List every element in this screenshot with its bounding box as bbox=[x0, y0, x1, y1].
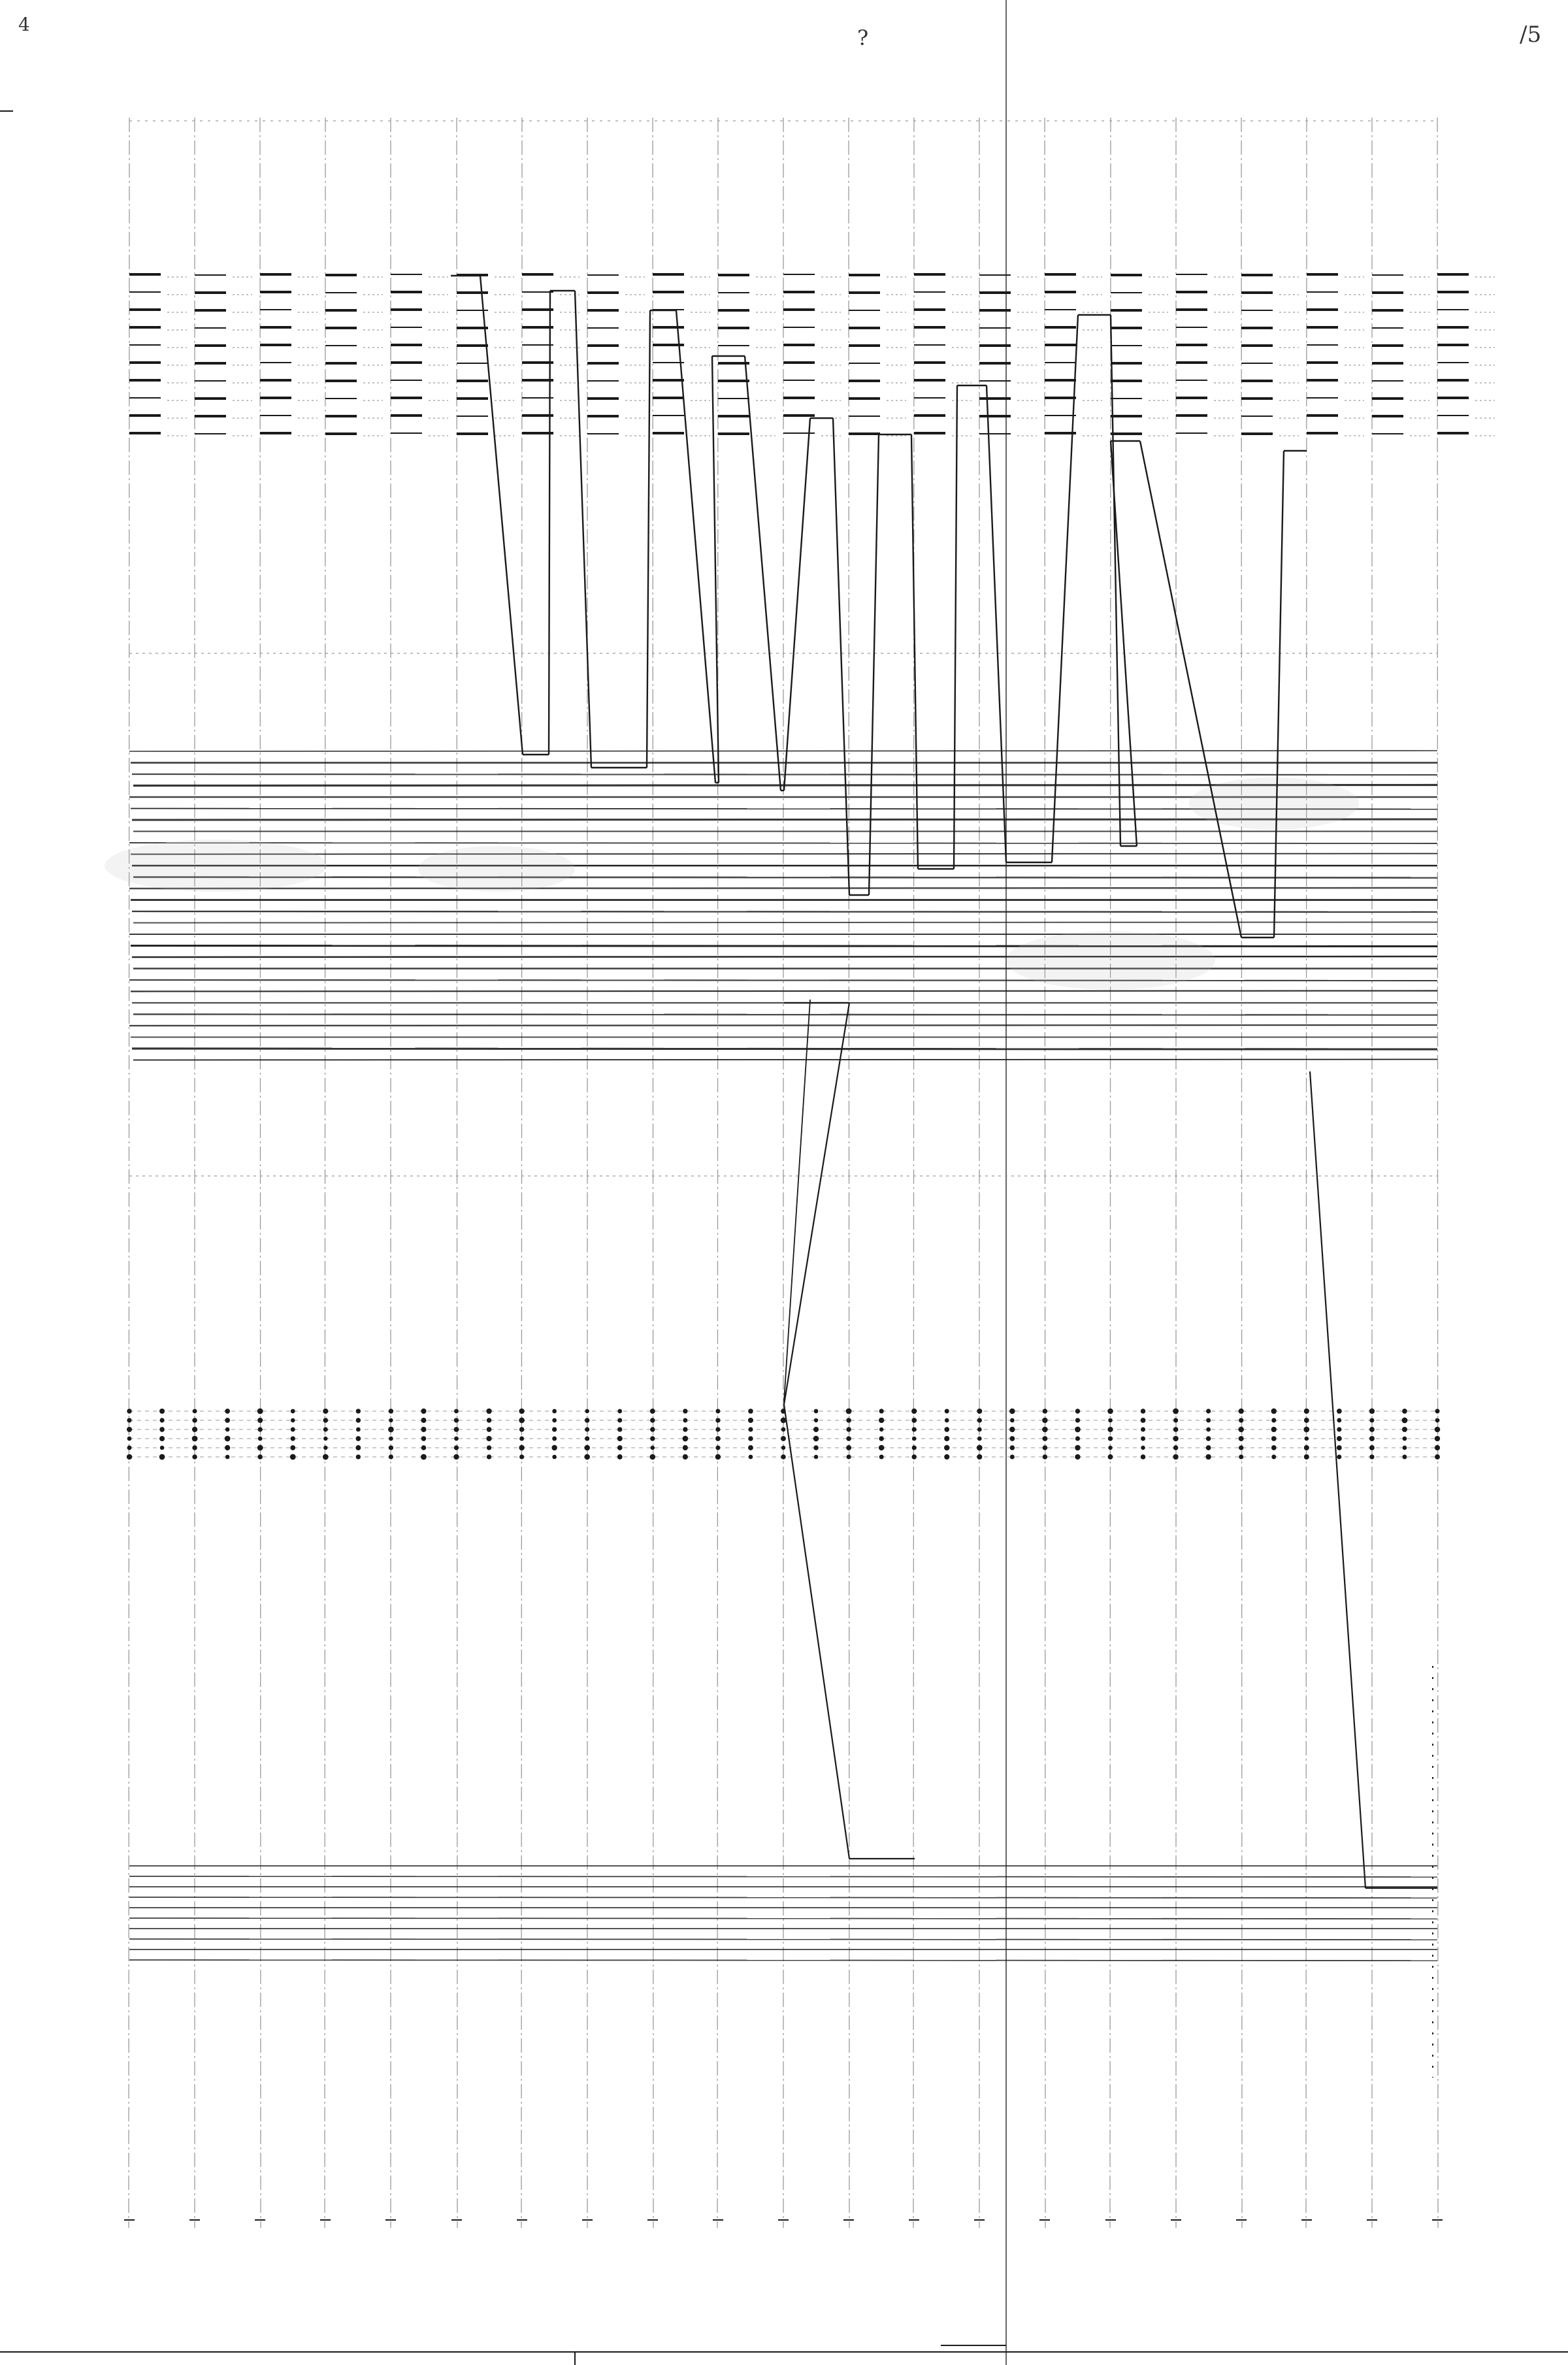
dot-mark bbox=[192, 1454, 197, 1459]
band-line bbox=[131, 854, 1437, 855]
dot-mark bbox=[912, 1427, 917, 1431]
dot-mark bbox=[1271, 1409, 1277, 1414]
dot-mark bbox=[1205, 1454, 1211, 1460]
dot-mark bbox=[323, 1427, 328, 1431]
dot-mark bbox=[715, 1445, 720, 1450]
dot-mark bbox=[617, 1445, 623, 1450]
dot-mark bbox=[159, 1436, 165, 1441]
dot-mark bbox=[649, 1454, 655, 1460]
dot-mark bbox=[1141, 1446, 1145, 1450]
path-segment bbox=[833, 418, 849, 895]
dot-mark bbox=[814, 1418, 818, 1422]
dot-mark bbox=[421, 1427, 426, 1432]
dot-mark bbox=[1108, 1446, 1112, 1450]
corner-mark-right: /5 bbox=[1520, 22, 1542, 48]
dot-mark bbox=[584, 1445, 590, 1451]
path-segment-lower bbox=[1310, 1071, 1365, 1888]
dot-mark bbox=[748, 1409, 753, 1414]
dot-mark bbox=[683, 1418, 687, 1423]
dot-mark bbox=[1042, 1436, 1047, 1441]
dot-mark bbox=[356, 1418, 361, 1422]
dot-mark bbox=[1042, 1418, 1047, 1423]
dot-mark bbox=[1206, 1427, 1211, 1432]
dot-mark bbox=[1173, 1418, 1178, 1422]
dot-mark bbox=[257, 1445, 263, 1451]
dot-mark bbox=[1403, 1437, 1407, 1441]
dot-mark bbox=[552, 1437, 557, 1441]
dot-mark bbox=[487, 1427, 492, 1432]
dot-mark bbox=[650, 1418, 655, 1422]
dot-mark bbox=[651, 1446, 655, 1450]
smudge bbox=[1006, 931, 1215, 990]
dot-mark bbox=[421, 1445, 427, 1450]
dot-mark bbox=[356, 1427, 361, 1432]
dot-mark bbox=[683, 1427, 687, 1431]
dot-mark bbox=[1271, 1427, 1277, 1432]
dot-mark bbox=[551, 1445, 557, 1450]
dot-mark bbox=[879, 1436, 884, 1441]
dot-mark bbox=[1435, 1454, 1440, 1460]
dot-mark bbox=[944, 1427, 949, 1432]
dot-mark bbox=[715, 1436, 721, 1441]
dot-mark bbox=[1173, 1409, 1179, 1414]
dot-mark bbox=[291, 1436, 295, 1441]
dot-mark bbox=[1075, 1427, 1081, 1433]
dot-mark bbox=[1108, 1436, 1113, 1441]
path-segment bbox=[745, 356, 781, 791]
dot-mark bbox=[454, 1445, 459, 1450]
dot-mark bbox=[1173, 1454, 1178, 1460]
dot-mark bbox=[1239, 1445, 1243, 1450]
dot-mark bbox=[650, 1409, 655, 1414]
dot-mark bbox=[977, 1454, 982, 1460]
dot-mark bbox=[1141, 1418, 1146, 1423]
dot-mark bbox=[1271, 1445, 1277, 1450]
dot-mark bbox=[879, 1454, 884, 1459]
staff-line bbox=[129, 1876, 1437, 1877]
connecting-path bbox=[451, 276, 1437, 1888]
dot-mark bbox=[1369, 1418, 1374, 1422]
dot-mark bbox=[1435, 1427, 1441, 1433]
dot-mark bbox=[715, 1409, 720, 1414]
dot-mark bbox=[1141, 1427, 1145, 1432]
band-line bbox=[131, 991, 1437, 992]
dot-mark bbox=[846, 1409, 852, 1414]
dot-mark bbox=[453, 1454, 459, 1460]
dot-mark bbox=[748, 1436, 753, 1441]
dot-mark bbox=[421, 1409, 426, 1414]
dot-mark bbox=[1043, 1445, 1048, 1450]
dot-mark bbox=[257, 1409, 263, 1414]
dot-mark bbox=[1075, 1418, 1080, 1422]
dot-mark bbox=[127, 1418, 131, 1422]
dot-mark bbox=[159, 1454, 165, 1460]
dot-mark bbox=[291, 1418, 295, 1423]
dot-mark bbox=[486, 1436, 491, 1441]
dot-mark bbox=[127, 1437, 132, 1441]
dot-mark bbox=[225, 1418, 230, 1423]
dot-mark bbox=[487, 1454, 491, 1459]
page-frame-lines bbox=[0, 111, 1568, 2365]
dot-mark bbox=[1075, 1409, 1080, 1413]
dot-mark bbox=[1009, 1427, 1015, 1432]
dot-mark bbox=[911, 1418, 917, 1423]
dot-mark bbox=[355, 1436, 361, 1441]
dot-mark bbox=[1239, 1418, 1243, 1422]
dot-mark bbox=[911, 1409, 917, 1414]
dot-mark bbox=[1141, 1409, 1146, 1414]
dot-mark bbox=[977, 1409, 982, 1414]
band-line bbox=[129, 980, 1437, 981]
dot-mark bbox=[1108, 1454, 1113, 1460]
dot-mark bbox=[454, 1418, 459, 1422]
dot-mark bbox=[290, 1454, 296, 1460]
dot-mark bbox=[585, 1418, 589, 1422]
dot-mark bbox=[748, 1445, 753, 1450]
dot-mark bbox=[1337, 1409, 1342, 1414]
band-line bbox=[129, 1025, 1437, 1026]
band-line bbox=[129, 888, 1437, 889]
path-segment bbox=[987, 385, 1006, 862]
dot-mark bbox=[617, 1436, 623, 1441]
dot-mark bbox=[1337, 1436, 1342, 1441]
dot-mark bbox=[323, 1454, 329, 1460]
dot-mark bbox=[879, 1445, 885, 1451]
dot-mark bbox=[847, 1454, 851, 1459]
dot-mark bbox=[552, 1427, 557, 1431]
staff-line bbox=[129, 1897, 1437, 1898]
dot-mark bbox=[1075, 1454, 1080, 1460]
dot-mark bbox=[487, 1418, 491, 1422]
dot-mark bbox=[389, 1418, 393, 1422]
dot-mark bbox=[977, 1445, 983, 1451]
dot-mark bbox=[1206, 1436, 1211, 1441]
dot-mark bbox=[945, 1409, 949, 1413]
dot-mark bbox=[912, 1445, 917, 1450]
dot-mark bbox=[650, 1427, 655, 1431]
dot-mark bbox=[911, 1454, 916, 1459]
staff-line bbox=[129, 1960, 1437, 1961]
path-segment-lower bbox=[784, 1405, 849, 1859]
path-segment bbox=[549, 291, 550, 755]
corner-mark-left: 4 bbox=[18, 14, 30, 35]
dot-mark bbox=[683, 1445, 688, 1450]
dot-mark bbox=[193, 1409, 197, 1414]
dot-mark bbox=[749, 1455, 753, 1460]
dot-mark bbox=[225, 1409, 230, 1414]
vertical-guide bbox=[1306, 118, 1307, 2228]
dot-mark bbox=[1009, 1409, 1015, 1414]
dot-mark bbox=[1435, 1436, 1440, 1441]
dot-mark bbox=[781, 1427, 786, 1432]
path-segment bbox=[676, 310, 715, 783]
dot-mark bbox=[192, 1445, 197, 1450]
dot-mark bbox=[846, 1445, 851, 1450]
dot-mark bbox=[486, 1409, 491, 1414]
dot-mark bbox=[617, 1427, 622, 1431]
dot-mark bbox=[389, 1454, 393, 1459]
dot-mark bbox=[1402, 1418, 1408, 1424]
dot-mark bbox=[944, 1436, 949, 1441]
dot-mark bbox=[192, 1427, 197, 1432]
dot-mark bbox=[781, 1454, 786, 1460]
dot-mark bbox=[519, 1427, 525, 1432]
dot-mark bbox=[846, 1418, 851, 1423]
path-segment bbox=[869, 434, 879, 895]
dot-mark bbox=[1369, 1436, 1375, 1441]
dot-mark bbox=[323, 1446, 328, 1450]
dot-mark bbox=[1010, 1445, 1015, 1450]
dot-mark bbox=[1075, 1436, 1080, 1441]
dot-mark bbox=[389, 1437, 393, 1441]
dot-mark bbox=[257, 1418, 263, 1423]
dot-mark bbox=[1402, 1455, 1407, 1460]
dot-mark bbox=[552, 1418, 557, 1423]
path-segment bbox=[911, 434, 918, 869]
dot-mark bbox=[519, 1436, 524, 1441]
smudge bbox=[105, 840, 327, 892]
dot-mark bbox=[977, 1437, 982, 1441]
dot-mark bbox=[879, 1427, 883, 1431]
dot-mark bbox=[388, 1427, 394, 1433]
dot-mark bbox=[454, 1437, 459, 1441]
dash-field bbox=[129, 121, 1495, 1176]
dot-mark bbox=[356, 1409, 361, 1413]
dot-mark bbox=[1043, 1454, 1047, 1459]
line-band bbox=[105, 751, 1437, 1060]
dot-mark bbox=[552, 1455, 557, 1460]
dot-mark bbox=[1337, 1445, 1342, 1450]
dot-mark bbox=[225, 1455, 230, 1460]
dot-mark bbox=[1271, 1418, 1276, 1422]
dot-mark bbox=[1435, 1409, 1439, 1413]
dot-mark bbox=[1435, 1445, 1440, 1450]
dot-mark bbox=[977, 1418, 982, 1422]
dot-mark bbox=[290, 1445, 295, 1450]
dot-mark bbox=[1271, 1455, 1276, 1460]
dot-mark bbox=[683, 1454, 688, 1460]
dot-mark bbox=[1042, 1427, 1048, 1433]
dot-mark bbox=[1435, 1418, 1440, 1423]
path-segment bbox=[480, 276, 523, 755]
dot-mark bbox=[291, 1427, 295, 1432]
dot-mark bbox=[1206, 1409, 1211, 1413]
dot-mark bbox=[1239, 1454, 1243, 1459]
dot-mark bbox=[1337, 1455, 1341, 1460]
dot-mark bbox=[781, 1436, 786, 1441]
dot-mark bbox=[715, 1454, 721, 1460]
dot-mark bbox=[421, 1454, 427, 1460]
dot-mark bbox=[487, 1445, 491, 1450]
dot-mark bbox=[454, 1409, 459, 1414]
dot-mark bbox=[585, 1409, 589, 1413]
dot-mark bbox=[258, 1427, 263, 1431]
vertical-guide bbox=[1110, 118, 1111, 2228]
dot-mark bbox=[1010, 1418, 1015, 1423]
dot-mark bbox=[617, 1454, 623, 1460]
corner-mark-center: ? bbox=[857, 25, 869, 50]
dot-mark bbox=[813, 1427, 819, 1432]
path-segment bbox=[784, 418, 810, 791]
dot-mark bbox=[291, 1409, 295, 1414]
dot-mark bbox=[585, 1436, 589, 1441]
dot-mark bbox=[355, 1445, 361, 1450]
smudge bbox=[418, 846, 575, 892]
dot-mark bbox=[389, 1409, 393, 1413]
dot-mark bbox=[160, 1446, 165, 1450]
dot-mark bbox=[159, 1409, 165, 1414]
dot-mark bbox=[519, 1445, 524, 1450]
dot-mark bbox=[650, 1436, 655, 1441]
dot-mark bbox=[748, 1418, 753, 1423]
dot-mark bbox=[389, 1445, 393, 1450]
dot-mark bbox=[192, 1436, 198, 1442]
dot-mark bbox=[1402, 1409, 1407, 1414]
band-line bbox=[132, 956, 1437, 957]
vertical-guide bbox=[913, 118, 914, 2228]
dot-mark bbox=[715, 1418, 720, 1422]
dot-mark bbox=[1303, 1427, 1309, 1433]
dot-mark bbox=[814, 1409, 819, 1414]
path-segment-lower bbox=[784, 1003, 849, 1405]
dot-mark bbox=[814, 1455, 819, 1460]
dot-mark bbox=[846, 1436, 851, 1441]
dot-mark bbox=[1206, 1445, 1211, 1450]
dot-mark bbox=[1173, 1427, 1179, 1432]
dot-mark bbox=[1108, 1418, 1113, 1423]
path-segment bbox=[1274, 451, 1284, 938]
dot-mark bbox=[1141, 1454, 1146, 1460]
dot-mark bbox=[552, 1409, 557, 1414]
dot-mark bbox=[356, 1454, 361, 1459]
dot-mark bbox=[127, 1446, 132, 1450]
dot-mark bbox=[519, 1409, 524, 1414]
dot-mark bbox=[1173, 1445, 1179, 1450]
dot-mark bbox=[323, 1409, 328, 1414]
dot-mark bbox=[617, 1418, 622, 1422]
dot-mark bbox=[1238, 1427, 1243, 1432]
vertical-guides bbox=[124, 0, 1443, 2365]
dot-mark bbox=[159, 1418, 164, 1422]
dot-mark bbox=[225, 1436, 231, 1442]
dot-mark bbox=[879, 1418, 884, 1423]
dot-mark bbox=[1304, 1418, 1309, 1423]
dot-mark bbox=[1107, 1409, 1113, 1414]
dot-mark bbox=[1010, 1455, 1015, 1460]
dot-mark bbox=[225, 1427, 230, 1432]
dot-mark bbox=[323, 1437, 327, 1441]
dot-mark bbox=[585, 1427, 589, 1431]
staff-line bbox=[129, 1939, 1437, 1940]
dot-mark bbox=[454, 1427, 459, 1432]
dot-mark bbox=[127, 1454, 132, 1460]
path-segment bbox=[647, 310, 650, 768]
dot-mark bbox=[1304, 1445, 1309, 1450]
dot-mark bbox=[781, 1446, 785, 1450]
vertical-guide bbox=[521, 118, 522, 2228]
dot-mark bbox=[421, 1436, 427, 1441]
dot-mark bbox=[1369, 1409, 1375, 1414]
dot-mark bbox=[1403, 1446, 1407, 1450]
dot-mark bbox=[519, 1418, 525, 1424]
dot-mark bbox=[1141, 1437, 1145, 1441]
dot-mark bbox=[944, 1445, 950, 1451]
dot-mark bbox=[813, 1445, 819, 1450]
dot-mark bbox=[977, 1427, 982, 1432]
dot-mark bbox=[1304, 1454, 1309, 1460]
dot-mark bbox=[127, 1427, 132, 1432]
dot-mark bbox=[519, 1454, 524, 1459]
dot-mark bbox=[1239, 1436, 1244, 1441]
dot-mark bbox=[257, 1454, 262, 1459]
dot-mark bbox=[912, 1437, 917, 1441]
dot-mark bbox=[1107, 1427, 1113, 1432]
band-line bbox=[132, 911, 1437, 912]
dot-mark bbox=[1402, 1427, 1407, 1432]
dot-mark bbox=[1239, 1409, 1244, 1414]
dot-mark bbox=[944, 1454, 949, 1460]
vertical-guide bbox=[717, 118, 718, 2228]
dot-mark bbox=[945, 1418, 949, 1423]
dot-mark bbox=[1173, 1436, 1178, 1441]
dot-mark bbox=[1009, 1436, 1015, 1441]
dot-mark bbox=[1369, 1454, 1374, 1459]
dot-mark bbox=[192, 1418, 197, 1422]
band-line bbox=[133, 877, 1437, 878]
dot-mark bbox=[846, 1427, 851, 1431]
dot-mark bbox=[879, 1409, 884, 1413]
dot-mark bbox=[1304, 1409, 1309, 1414]
path-segment bbox=[1140, 441, 1241, 938]
dot-mark bbox=[1075, 1445, 1081, 1451]
dot-mark bbox=[683, 1409, 687, 1413]
dot-mark bbox=[1369, 1427, 1375, 1432]
band-line bbox=[133, 922, 1437, 923]
dot-mark bbox=[1043, 1409, 1048, 1414]
dot-mark bbox=[1337, 1427, 1341, 1431]
staff-line bbox=[129, 1918, 1437, 1919]
dot-mark bbox=[1337, 1418, 1341, 1423]
dot-mark bbox=[617, 1409, 622, 1414]
dot-mark bbox=[421, 1418, 426, 1423]
dot-mark bbox=[813, 1436, 819, 1442]
dot-mark bbox=[127, 1409, 131, 1413]
band-line bbox=[131, 946, 1437, 947]
dot-mark bbox=[1271, 1436, 1277, 1441]
dot-mark bbox=[225, 1445, 230, 1450]
dot-mark bbox=[715, 1427, 720, 1431]
dot-mark bbox=[748, 1427, 753, 1431]
dot-mark bbox=[584, 1454, 590, 1460]
dot-mark bbox=[159, 1427, 165, 1432]
dot-mark bbox=[323, 1418, 329, 1423]
dot-mark bbox=[683, 1436, 689, 1442]
dot-mark bbox=[1206, 1418, 1211, 1422]
dot-mark bbox=[258, 1437, 263, 1441]
dot-mark bbox=[1369, 1445, 1375, 1450]
dot-mark bbox=[1305, 1437, 1309, 1441]
